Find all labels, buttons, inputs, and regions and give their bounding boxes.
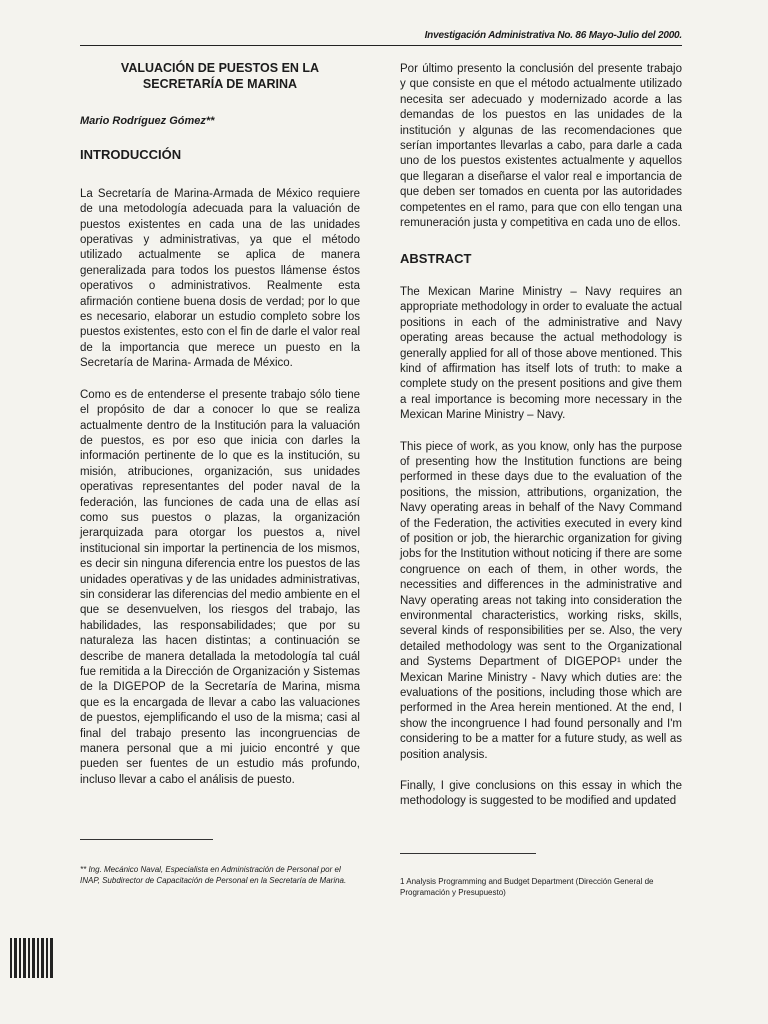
abstract-paragraph-3: Finally, I give conclusions on this essay in which the methodology is suggested to be modified and updated [400, 780, 682, 808]
article-title: VALUACIÓN DE PUESTOS EN LA SECRETARÍA DE MARINA [120, 61, 320, 91]
header-rule [80, 45, 682, 46]
footnote-rule-right [400, 853, 536, 854]
right-column [400, 62, 682, 826]
running-head: Investigación Administrativa No. 86 Mayo-Julio del 2000. [424, 30, 682, 41]
intro-paragraph-1: La Secretaría de Marina-Armada de México requiere de una metodología adecuada para la valuación de puestos existentes en cada una de las unidades operativas y administrativas, ya que el método utilizado actualmente se aplica de manera generalizada para todos los puestos llámense éstos operativos o administrativos. Realmente esta afirmación contiene buena dosis de verdad; por lo que es necesario, elaborar un estudio completo sobre los puestos existentes, esto con el fin de darle el valor real de la importancia que merece un puesto en la Secretaría de Marina- Armada de México. [80, 187, 360, 370]
abstract-paragraph-1: The Mexican Marine Ministry – Navy requires an appropriate methodology in order to evaluate the actual positions in each of the administrative and Navy operating areas because the actual methodology is generally applied for all of those above mentioned. This kind of affirmation has itself lots of truth: to make a complete study on the present positions and give them a real importance is becoming more necessary in the Mexican Marine Ministry – Navy. [400, 285, 682, 422]
intro-paragraph-2: Como es de entenderse el presente trabajo sólo tiene el propósito de dar a conocer lo que se realiza actualmente dentro de la Institución para la valuación de puestos, es por eso que inicia con darles la información pertinente de lo que es la institución, su misión, atribuciones, organización, sus unidades operativas representantes del poder naval de la federación, las funciones de cada una de ellas así como sus puestos o plazas, la organización jerarquizada para otorgar los puestos a, nivel institucional sin importar la pertinencia de los mismos, es decir sin ninguna diferencia entre los puestos de las unidades operativas y de las unidades administrativas, sin considerar las diferencias del medio ambiente en el que se desenvuelven, los riesgos del trabajo, las habilidades, las responsabilidades; que por su naturaleza las hacen distintas; a continuación se describe de manera detallada la metodología tal cuál fue remitida a la Dirección de Organización y Sistemas de la DIGEPOP de la Secretaría de Marina, misma que es la encargada de llevar a cabo las valuaciones de puestos, ejemplificando el uso de la misma; casi al final del trabajo presento las incongruencias de manera personal que a mi juicio encontré y que pueden ser fuentes de un estudio más profundo, incluso llevar a cabo el análisis de puesto. [80, 388, 361, 786]
abstract-heading: ABSTRACT [400, 251, 472, 267]
abstract-paragraph-2: This piece of work, as you know, only has the purpose of presenting how the Institution functions are being performed in these days due to the evaluation of the positions, the mission, attributions, organization, the Navy operating areas in behalf of the Navy Command of the Federation, the activities executed in every kind of position or job, the hierarchic organization for giving jobs for the Institution without noticing if there are some congruence on each of them, in other words, the necessities and differences in the administrative and Navy operating areas not taking into consideration the environmental characteristics, working risks, skills, several kinds of responsibilities per se. Also, the very detailed methodology was sent to the Organizational and Systems Department of DIGEPOP¹ under the Mexican Marine Ministry - Navy which duties are: the evaluations of the positions, including those which are performed in the Area herein mentioned. At the end, I show the incongruence I had found personally and I'm considering to be a matter for a future study, as well as position analysis. [400, 440, 682, 761]
author-name: Mario Rodríguez Gómez** [80, 115, 215, 127]
scan-barcode-mark [10, 922, 56, 978]
conclusion-paragraph: Por último presento la conclusión del presente trabajo y que consiste en que el método actualmente utilizado necesita ser adecuado y modernizado acorde a las demandas de los puestos en las unidades de la institución y algunas de las recomendaciones que serían importantes llevarlas a cabo, para darle a cada uno de los puestos existentes actualmente y aquellos que llegaran a diseñarse el valor real e importancia de que deben ser tomados en cuenta por las autoridades competentes en el ramo, para que con ello tengan una remuneración justa y competitiva en cada uno de ellos. [400, 63, 682, 230]
footnote-rule-left [80, 839, 213, 840]
left-column [80, 60, 360, 804]
digepop-footnote: 1 Analysis Programming and Budget Department (Dirección General de Programación y Presupuesto) [400, 877, 654, 897]
author-footnote: ** Ing. Mecánico Naval, Especialista en Administración de Personal por el INAP, Subdirector de Capacitación de Personal en la Secretaría de Marina. [80, 865, 347, 885]
introduction-heading: INTRODUCCIÓN [80, 147, 182, 163]
